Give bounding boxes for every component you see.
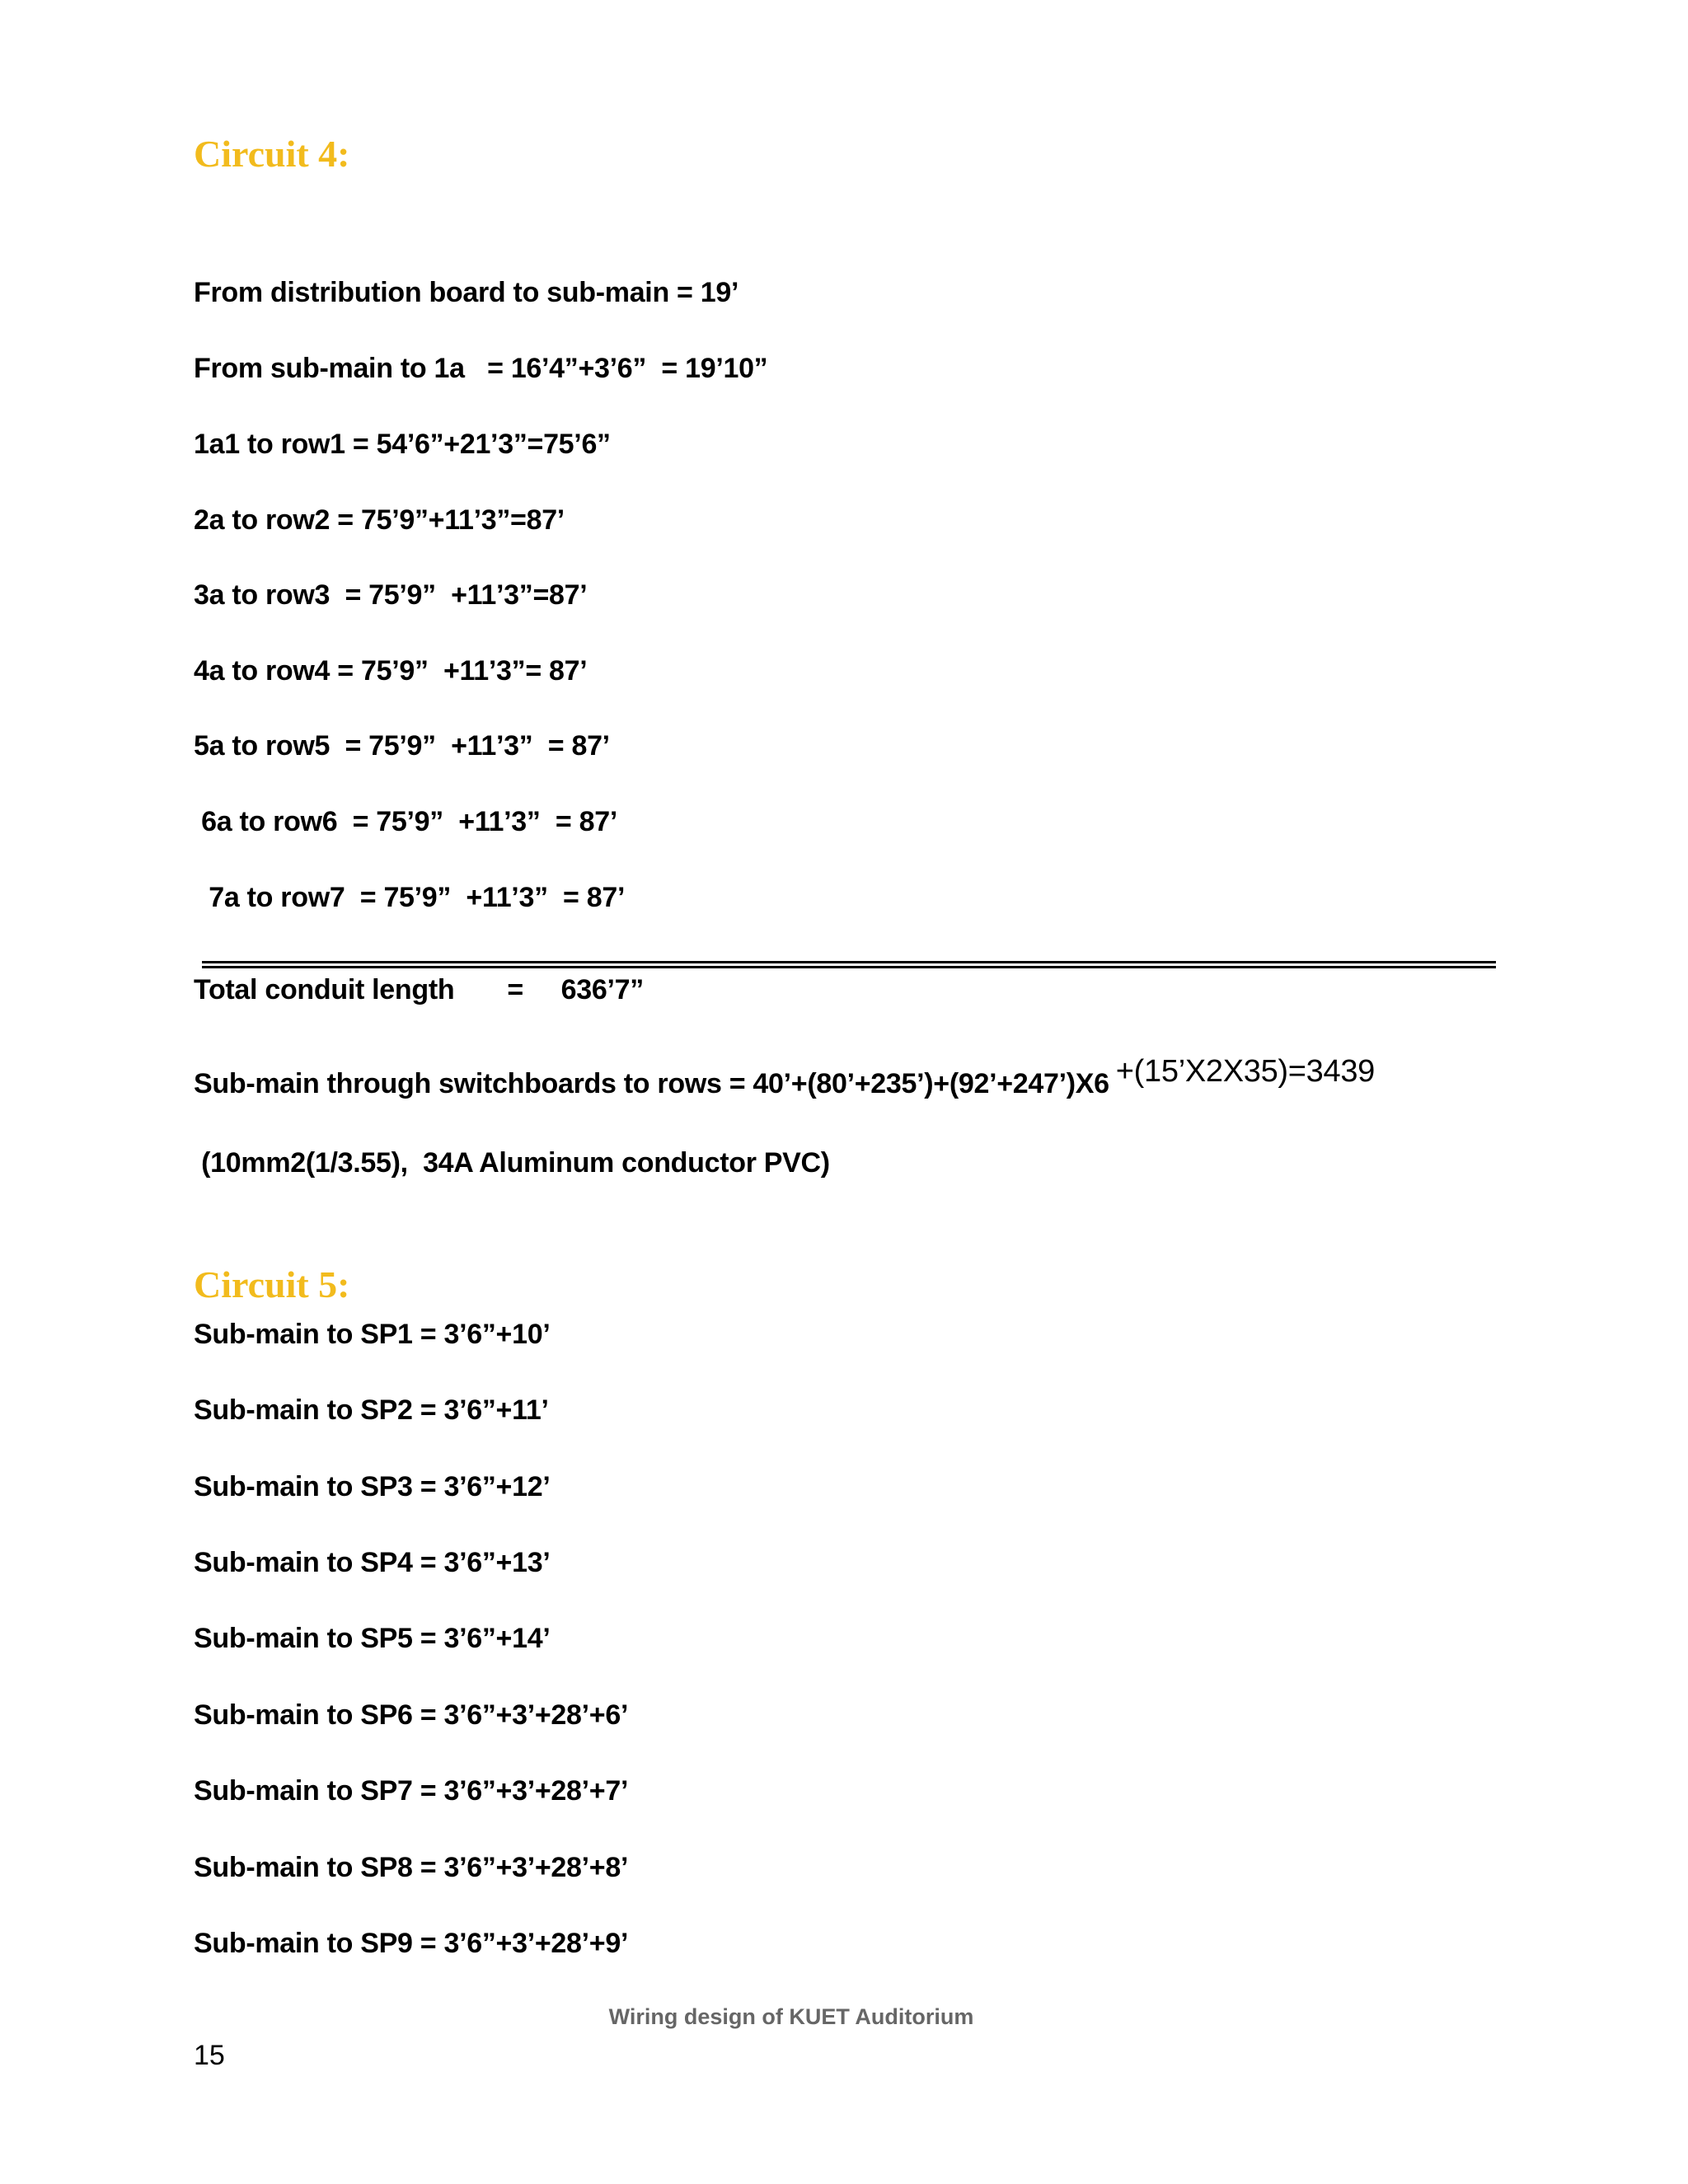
sub-main-handwritten-addition: +(15’X2X35)=3439 (1115, 1054, 1376, 1089)
sub-main-switchboards-line (194, 1054, 1376, 1101)
circuit-4-line: 6a to row6 = 75’9” +11’3” = 87’ (194, 806, 617, 837)
page-footer: Wiring design of KUET Auditorium (608, 2004, 974, 2029)
page-number: 15 (194, 2040, 225, 2071)
circuit-4-line: 5a to row5 = 75’9” +11’3” = 87’ (194, 730, 610, 762)
circuit-4-line: From distribution board to sub-main = 19’ (194, 277, 739, 308)
circuit-5-line: Sub-main to SP2 = 3’6”+11’ (194, 1394, 549, 1426)
circuit-5-line: Sub-main to SP1 = 3’6”+10’ (194, 1319, 551, 1350)
circuit-5-line: Sub-main to SP9 = 3’6”+3’+28’+9’ (194, 1928, 629, 1959)
circuit-5-line: Sub-main to SP5 = 3’6”+14’ (194, 1623, 551, 1654)
circuit-4-line: 3a to row3 = 75’9” +11’3”=87’ (194, 579, 588, 611)
circuit-4-line: 1a1 to row1 = 54’6”+21’3”=75’6” (194, 429, 611, 460)
conductor-spec: (10mm2(1/3.55), 34A Aluminum conductor PVC) (194, 1147, 830, 1179)
sub-main-formula: Sub-main through switchboards to rows = 40’+(80’+235’)+(92’+247’)X6 (194, 1068, 1109, 1099)
circuit-4-line: 4a to row4 = 75’9” +11’3”= 87’ (194, 655, 588, 687)
circuit-5-line: Sub-main to SP3 = 3’6”+12’ (194, 1471, 551, 1502)
circuit-5-line: Sub-main to SP6 = 3’6”+3’+28’+6’ (194, 1699, 629, 1731)
circuit-5-line: Sub-main to SP4 = 3’6”+13’ (194, 1547, 551, 1578)
circuit-4-heading: Circuit 4: (194, 133, 350, 175)
circuit-5-line: Sub-main to SP8 = 3’6”+3’+28’+8’ (194, 1852, 629, 1883)
circuit-4-line: From sub-main to 1a = 16’4”+3’6” = 19’10” (194, 353, 768, 384)
double-rule-divider (202, 961, 1496, 968)
circuit-4-line: 7a to row7 = 75’9” +11’3” = 87’ (194, 882, 626, 913)
circuit-5-heading: Circuit 5: (194, 1263, 350, 1305)
circuit-5-line: Sub-main to SP7 = 3’6”+3’+28’+7’ (194, 1775, 629, 1807)
total-conduit-length: Total conduit length = 636’7” (194, 974, 644, 1005)
circuit-4-line: 2a to row2 = 75’9”+11’3”=87’ (194, 504, 565, 536)
